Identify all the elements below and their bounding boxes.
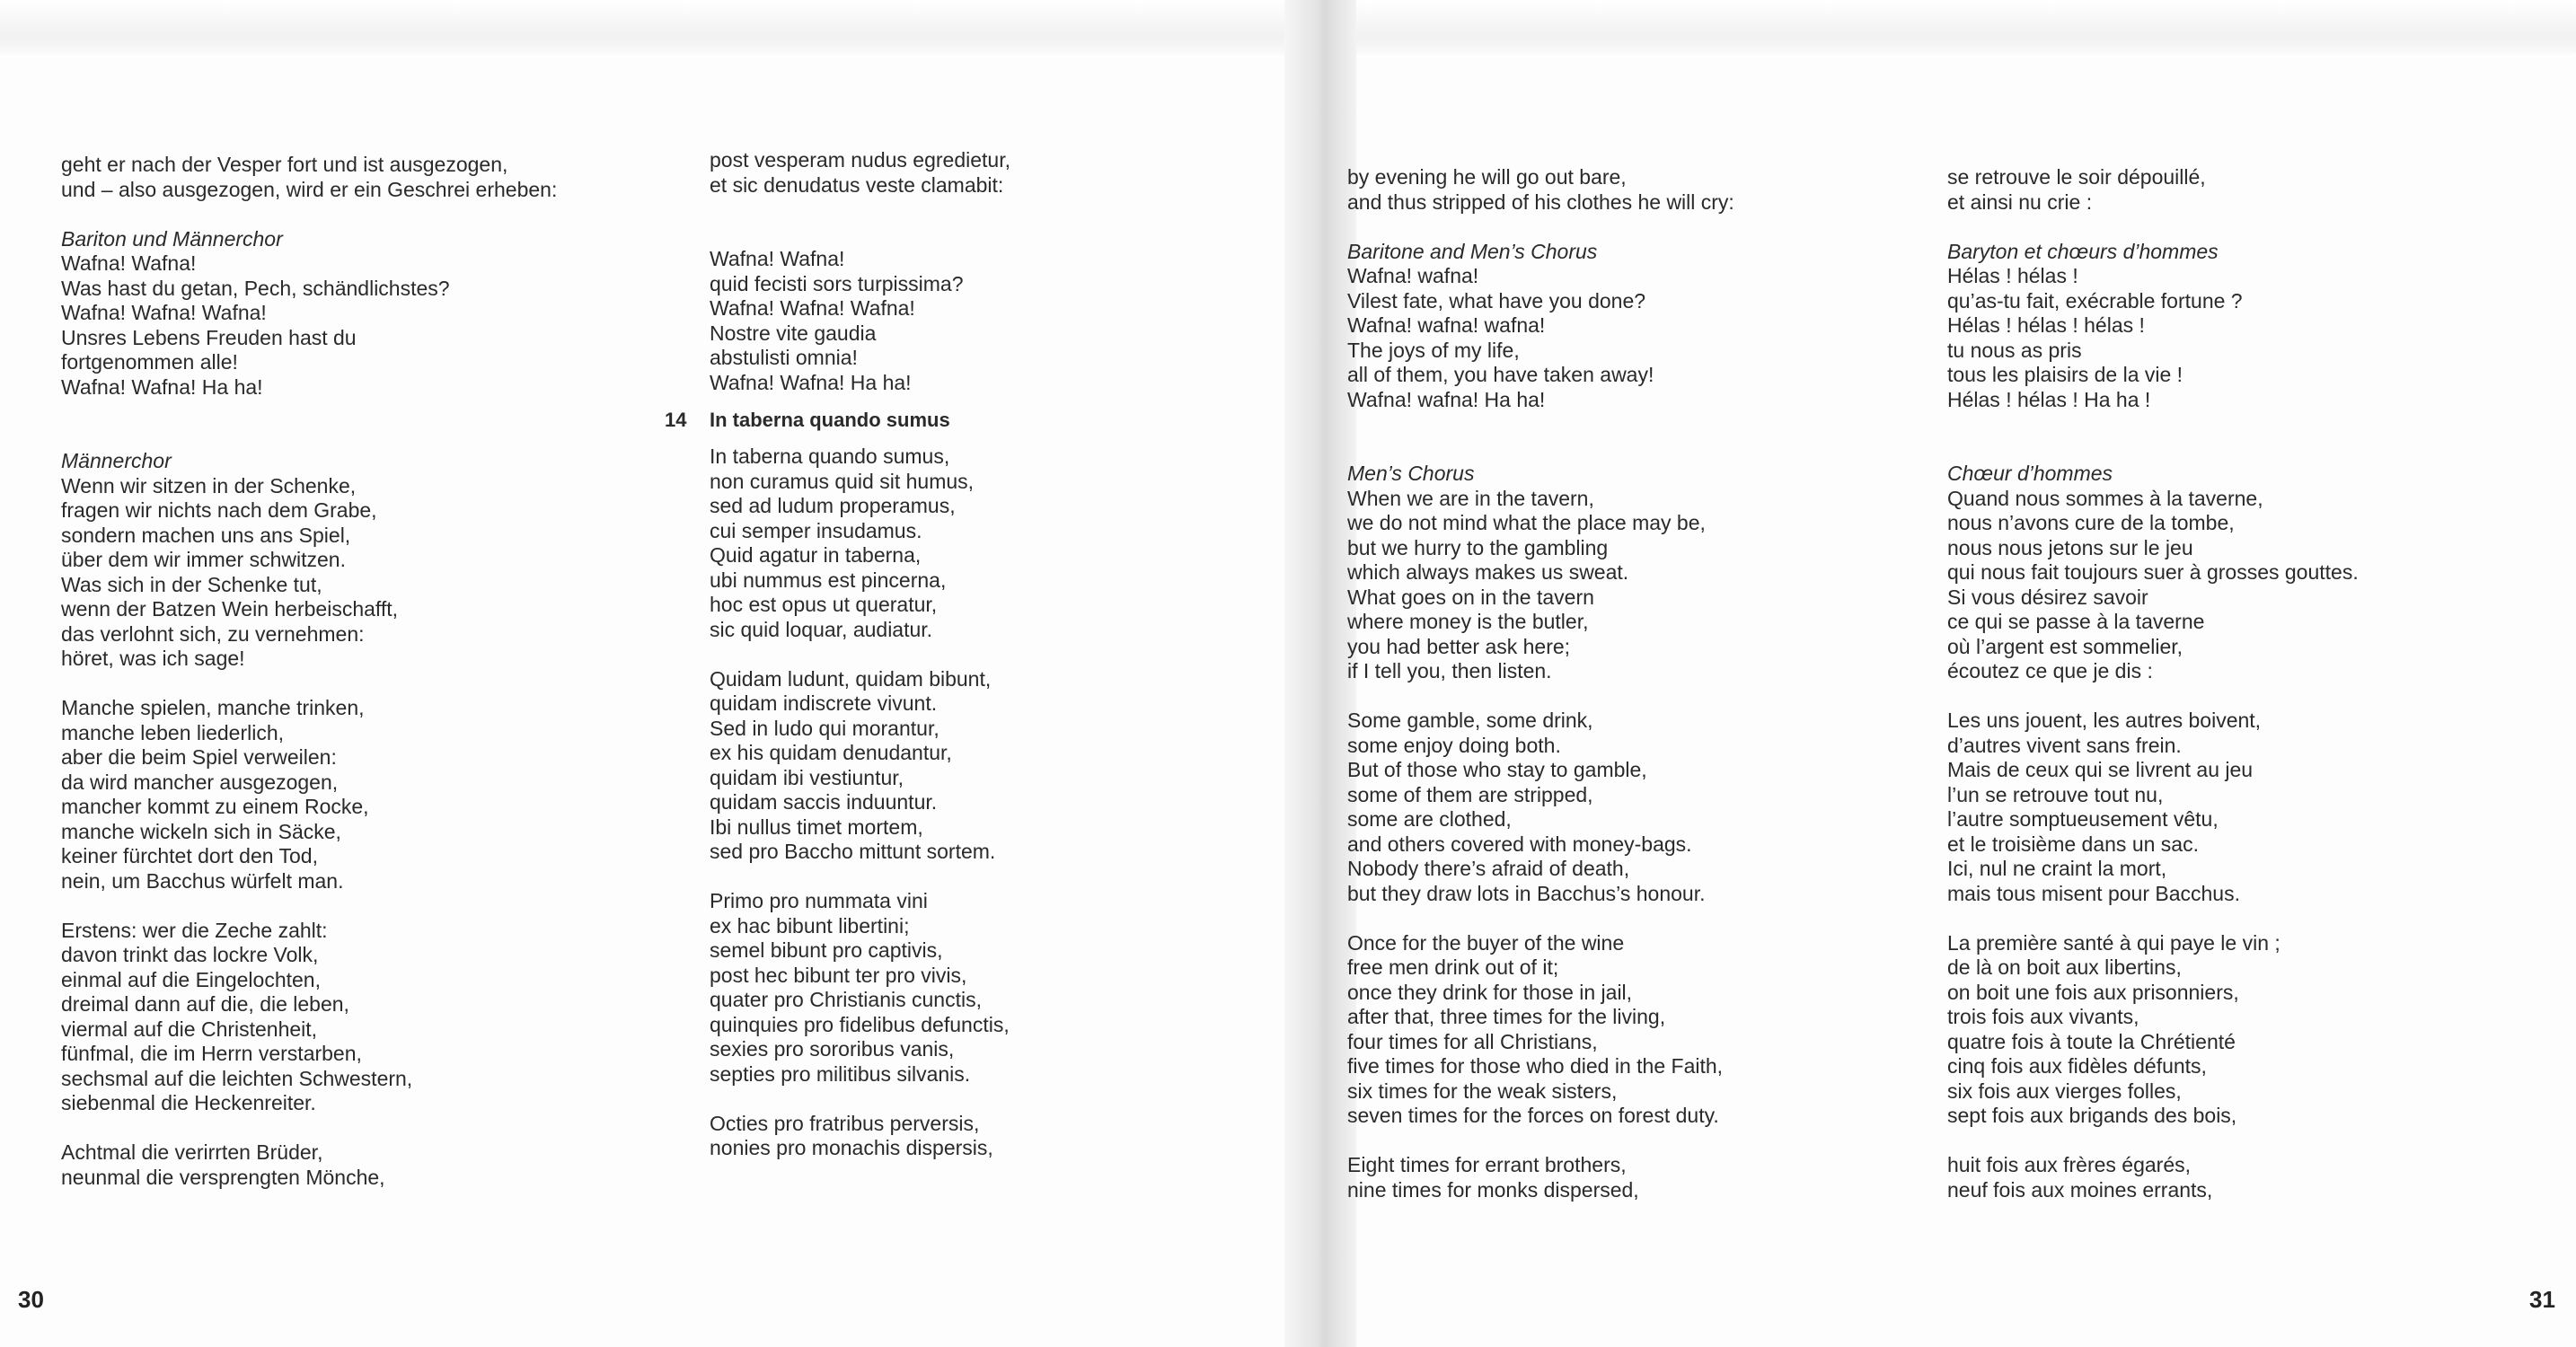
- text-line: tous les plaisirs de la vie !: [1947, 363, 2183, 386]
- english-column: [1347, 165, 1734, 1202]
- text-line: Wafna! wafna! Ha ha!: [1347, 387, 1546, 411]
- text-line: Wafna! Wafna!: [710, 247, 845, 270]
- text-line: quinquies pro fidelibus defunctis,: [710, 1012, 1010, 1036]
- text-line: we do not mind what the place may be,: [1347, 511, 1706, 534]
- text-line: keiner fürchtet dort den Tod,: [61, 844, 318, 867]
- text-line: by evening he will go out bare,: [1347, 165, 1627, 189]
- text-line: nous n’avons cure de la tombe,: [1947, 511, 2235, 534]
- text-line: d’autres vivent sans frein.: [1947, 733, 2182, 757]
- text-line: Wenn wir sitzen in der Schenke,: [61, 473, 357, 497]
- text-line: und – also ausgezogen, wird er ein Geschrei erheben:: [61, 177, 558, 201]
- english-stanza: [1347, 709, 1734, 906]
- text-line: ex hac bibunt libertini;: [710, 913, 910, 938]
- text-line: trois fois aux vivants,: [1947, 1005, 2139, 1028]
- text-line: Mais de ceux qui se livrent au jeu: [1947, 758, 2254, 781]
- page-number-right: 31: [2529, 1286, 2555, 1313]
- text-line: Manche spielen, manche trinken,: [61, 696, 365, 719]
- text-line: Unsres Lebens Freuden hast du: [61, 325, 357, 349]
- text-line: huit fois aux frères égarés,: [1947, 1153, 2192, 1176]
- text-line: La première santé à qui paye le vin ;: [1947, 930, 2280, 955]
- french-stanza: [1947, 1153, 2359, 1202]
- text-line: six times for the weak sisters,: [1347, 1078, 1618, 1103]
- spacer: [710, 1087, 1010, 1112]
- text-line: Wafna! wafna!: [1347, 264, 1479, 287]
- spacer: [1947, 906, 2359, 931]
- text-line: Ibi nullus timet mortem,: [710, 814, 923, 839]
- text-line: Achtmal die verirrten Brüder,: [61, 1140, 323, 1164]
- text-line: abstulisti omnia!: [710, 346, 858, 369]
- text-line: six fois aux vierges folles,: [1947, 1078, 2182, 1103]
- text-line: nonies pro monachis dispersis,: [710, 1136, 993, 1159]
- text-line: ex his quidam denudantur,: [710, 741, 952, 764]
- text-line: free men drink out of it;: [1347, 955, 1559, 979]
- latin-stanza: [710, 889, 1010, 1087]
- german-stanza: [61, 919, 557, 1116]
- french-lines-intro: [1947, 165, 2359, 215]
- text-line: and thus stripped of his clothes he will cry:: [1347, 189, 1734, 214]
- french-column: [1947, 165, 2359, 1202]
- spacer: [61, 202, 557, 227]
- spacer: [1947, 412, 2359, 462]
- text-line: viermal auf die Christenheit,: [61, 1017, 318, 1041]
- text-line: das verlohnt sich, zu vernehmen:: [61, 621, 365, 646]
- text-line: höret, was ich sage!: [61, 647, 245, 670]
- voice-label: Baritone and Men’s Chorus: [1347, 239, 1598, 263]
- text-line: qui nous fait toujours suer à grosses gouttes.: [1947, 560, 2359, 584]
- text-line: which always makes us sweat.: [1347, 560, 1629, 584]
- track-title: In taberna quando sumus: [710, 409, 950, 431]
- spacer: [61, 400, 557, 449]
- text-line: écoutez ce que je dis :: [1947, 659, 2153, 682]
- text-line: seven times for the forces on forest duty.: [1347, 1104, 1719, 1127]
- latin-column: [665, 148, 1010, 1161]
- text-line: post vesperam nudus egredietur,: [710, 148, 1010, 172]
- text-line: de là on boit aux libertins,: [1947, 955, 2182, 979]
- text-line: Ici, nul ne craint la mort,: [1947, 857, 2167, 880]
- text-line: nein, um Bacchus würfelt man.: [61, 868, 344, 893]
- page-number-left: 30: [18, 1286, 44, 1313]
- voice-label: Chœur d’hommes: [1947, 462, 2113, 485]
- text-line: sexies pro sororibus vanis,: [710, 1037, 955, 1061]
- text-line: über dem wir immer schwitzen.: [61, 548, 346, 571]
- text-line: et le troisième dans un sac.: [1947, 832, 2199, 856]
- text-line: Wafna! Wafna!: [61, 251, 197, 275]
- text-line: et ainsi nu crie :: [1947, 189, 2093, 214]
- text-line: geht er nach der Vesper fort und ist ausgezogen,: [61, 153, 508, 176]
- text-line: after that, three times for the living,: [1347, 1005, 1666, 1028]
- text-line: Was sich in der Schenke tut,: [61, 572, 322, 596]
- text-line: The joys of my life,: [1347, 338, 1520, 362]
- spacer: [710, 642, 1010, 667]
- text-line: sic quid loquar, audiatur.: [710, 617, 933, 641]
- text-line: hoc est opus ut queratur,: [710, 593, 938, 616]
- text-line: Quand nous sommes à la taverne,: [1947, 486, 2263, 510]
- spacer: [1347, 412, 1734, 462]
- text-line: but they draw lots in Bacchus’s honour.: [1347, 881, 1706, 905]
- text-line: wenn der Batzen Wein herbeischafft,: [61, 597, 399, 621]
- text-line: Hélas ! hélas ! Ha ha !: [1947, 387, 2151, 411]
- text-line: you had better ask here;: [1347, 634, 1571, 658]
- text-line: einmal auf die Eingelochten,: [61, 967, 321, 991]
- text-line: quid fecisti sors turpissima?: [710, 271, 964, 295]
- text-line: on boit une fois aux prisonniers,: [1947, 980, 2239, 1004]
- text-line: Vilest fate, what have you done?: [1347, 288, 1646, 313]
- spacer: [1947, 684, 2359, 709]
- text-line: Nostre vite gaudia: [710, 321, 877, 345]
- voice-label: Bariton und Männerchor: [61, 226, 283, 251]
- text-line: manche wickeln sich in Säcke,: [61, 819, 341, 843]
- text-line: quidam ibi vestiuntur,: [710, 765, 904, 789]
- french-lines-helas: [1947, 264, 2359, 412]
- text-line: et sic denudatus veste clamabit:: [710, 172, 1004, 197]
- text-line: semel bibunt pro captivis,: [710, 938, 943, 962]
- text-line: où l’argent est sommelier,: [1947, 634, 2183, 658]
- text-line: Les uns jouent, les autres boivent,: [1947, 709, 2262, 732]
- spacer: [1347, 1129, 1734, 1154]
- french-stanza: [1947, 487, 2359, 684]
- text-line: ce qui se passe à la taverne: [1947, 610, 2205, 633]
- text-line: four times for all Christians,: [1347, 1029, 1598, 1053]
- text-line: l’un se retrouve tout nu,: [1947, 782, 2164, 806]
- german-stanza: [61, 474, 557, 672]
- text-line: five times for those who died in the Faith,: [1347, 1054, 1724, 1078]
- latin-lines-wafna: [710, 247, 1010, 395]
- text-line: Sed in ludo qui morantur,: [710, 716, 940, 740]
- spacer: [1947, 1129, 2359, 1154]
- text-line: sed pro Baccho mittunt sortem.: [710, 840, 996, 863]
- latin-stanza: [710, 667, 1010, 865]
- text-line: Octies pro fratribus perversis,: [710, 1111, 980, 1135]
- text-line: mais tous misent pour Bacchus.: [1947, 881, 2240, 905]
- french-stanza: [1947, 709, 2359, 906]
- english-lines-intro: [1347, 165, 1734, 215]
- text-line: tu nous as pris: [1947, 338, 2082, 362]
- track-number: 14: [665, 409, 687, 431]
- spacer: [1947, 215, 2359, 240]
- text-line: all of them, you have taken away!: [1347, 363, 1654, 386]
- text-line: septies pro militibus silvanis.: [710, 1061, 971, 1086]
- text-line: Erstens: wer die Zeche zahlt:: [61, 918, 328, 942]
- text-line: sondern machen uns ans Spiel,: [61, 523, 351, 547]
- text-line: Nobody there’s afraid of death,: [1347, 857, 1630, 880]
- french-stanza: [1947, 931, 2359, 1129]
- text-line: What goes on in the tavern: [1347, 585, 1594, 609]
- text-line: quidam indiscrete vivunt.: [710, 691, 938, 715]
- text-line: Wafna! wafna! wafna!: [1347, 313, 1546, 337]
- text-line: where money is the butler,: [1347, 610, 1589, 633]
- spacer: [710, 865, 1010, 890]
- text-line: sechsmal auf die leichten Schwestern,: [61, 1066, 413, 1090]
- track-heading: [665, 395, 1010, 445]
- voice-label: Baryton et chœurs d’hommes: [1947, 239, 2219, 263]
- text-line: But of those who stay to gamble,: [1347, 758, 1647, 781]
- voice-label: Männerchor: [61, 449, 172, 472]
- text-line: fragen wir nichts nach dem Grabe,: [61, 498, 377, 522]
- text-line: aber die beim Spiel verweilen:: [61, 745, 337, 769]
- latin-stanza: [710, 445, 1010, 642]
- german-lines-intro: [61, 153, 557, 202]
- text-line: Si vous désirez savoir: [1947, 585, 2148, 609]
- spacer: [1347, 684, 1734, 709]
- text-line: nine times for monks dispersed,: [1347, 1177, 1639, 1202]
- german-column: [61, 153, 557, 1190]
- text-line: fortgenommen alle!: [61, 350, 238, 374]
- text-line: Some gamble, some drink,: [1347, 709, 1593, 732]
- text-line: if I tell you, then listen.: [1347, 659, 1552, 682]
- german-stanza: [61, 1140, 557, 1190]
- text-line: Quid agatur in taberna,: [710, 543, 922, 567]
- text-line: Hélas ! hélas !: [1947, 264, 2078, 287]
- text-line: Primo pro nummata vini: [710, 889, 928, 912]
- text-line: post hec bibunt ter pro vivis,: [710, 963, 967, 987]
- spacer: [61, 1116, 557, 1141]
- text-line: quater pro Christianis cunctis,: [710, 988, 982, 1011]
- german-stanza: [61, 696, 557, 894]
- text-line: Wafna! Wafna! Ha ha!: [710, 370, 912, 394]
- english-stanza: [1347, 931, 1734, 1129]
- text-line: davon trinkt das lockre Volk,: [61, 943, 319, 966]
- text-line: Wafna! Wafna! Wafna!: [61, 301, 267, 324]
- text-line: nous nous jetons sur le jeu: [1947, 535, 2193, 559]
- text-line: some of them are stripped,: [1347, 782, 1593, 806]
- text-line: Quidam ludunt, quidam bibunt,: [710, 666, 992, 691]
- german-lines-wafna: [61, 251, 557, 400]
- spacer: [710, 198, 1010, 247]
- text-line: da wird mancher ausgezogen,: [61, 770, 339, 794]
- latin-stanza: [710, 1112, 1010, 1161]
- text-line: fünfmal, die im Herrn verstarben,: [61, 1042, 362, 1065]
- text-line: l’autre somptueusement vêtu,: [1947, 807, 2219, 831]
- text-line: ubi nummus est pincerna,: [710, 568, 947, 592]
- spacer: [1347, 906, 1734, 931]
- text-line: neuf fois aux moines errants,: [1947, 1177, 2213, 1202]
- text-line: sept fois aux brigands des bois,: [1947, 1104, 2237, 1127]
- spacer: [61, 672, 557, 697]
- english-stanza: [1347, 1153, 1734, 1202]
- text-line: se retrouve le soir dépouillé,: [1947, 165, 2206, 189]
- text-line: When we are in the tavern,: [1347, 486, 1594, 510]
- latin-lines-intro: [710, 148, 1010, 198]
- text-line: mancher kommt zu einem Rocke,: [61, 795, 369, 818]
- text-line: once they drink for those in jail,: [1347, 980, 1633, 1004]
- text-line: siebenmal die Heckenreiter.: [61, 1091, 316, 1114]
- spacer: [1347, 215, 1734, 240]
- text-line: sed ad ludum properamus,: [710, 494, 956, 517]
- text-line: some enjoy doing both.: [1347, 733, 1561, 757]
- text-line: In taberna quando sumus,: [710, 445, 950, 468]
- text-line: Wafna! Wafna! Ha ha!: [61, 374, 263, 399]
- voice-label: Men’s Chorus: [1347, 462, 1475, 485]
- text-line: cui semper insudamus.: [710, 518, 922, 542]
- text-line: Was hast du getan, Pech, schändlichstes?: [61, 276, 450, 300]
- booklet-gutter: [1284, 0, 1356, 1347]
- text-line: neunmal die versprengten Mönche,: [61, 1165, 385, 1189]
- text-line: qu’as-tu fait, exécrable fortune ?: [1947, 288, 2243, 313]
- text-line: some are clothed,: [1347, 807, 1512, 831]
- text-line: dreimal dann auf die, die leben,: [61, 992, 349, 1016]
- text-line: manche leben liederlich,: [61, 720, 285, 744]
- english-lines-wafna: [1347, 264, 1734, 412]
- spacer: [61, 894, 557, 919]
- text-line: but we hurry to the gambling: [1347, 535, 1609, 559]
- text-line: cinq fois aux fidèles défunts,: [1947, 1054, 2207, 1078]
- text-line: Once for the buyer of the wine: [1347, 930, 1625, 955]
- text-line: quatre fois à toute la Chrétienté: [1947, 1029, 2236, 1053]
- text-line: Wafna! Wafna! Wafna!: [710, 296, 915, 320]
- text-line: Hélas ! hélas ! hélas !: [1947, 313, 2145, 337]
- text-line: Eight times for errant brothers,: [1347, 1153, 1627, 1176]
- text-line: quidam saccis induuntur.: [710, 790, 938, 814]
- english-stanza: [1347, 487, 1734, 684]
- text-line: and others covered with money-bags.: [1347, 832, 1692, 856]
- text-line: non curamus quid sit humus,: [710, 469, 975, 493]
